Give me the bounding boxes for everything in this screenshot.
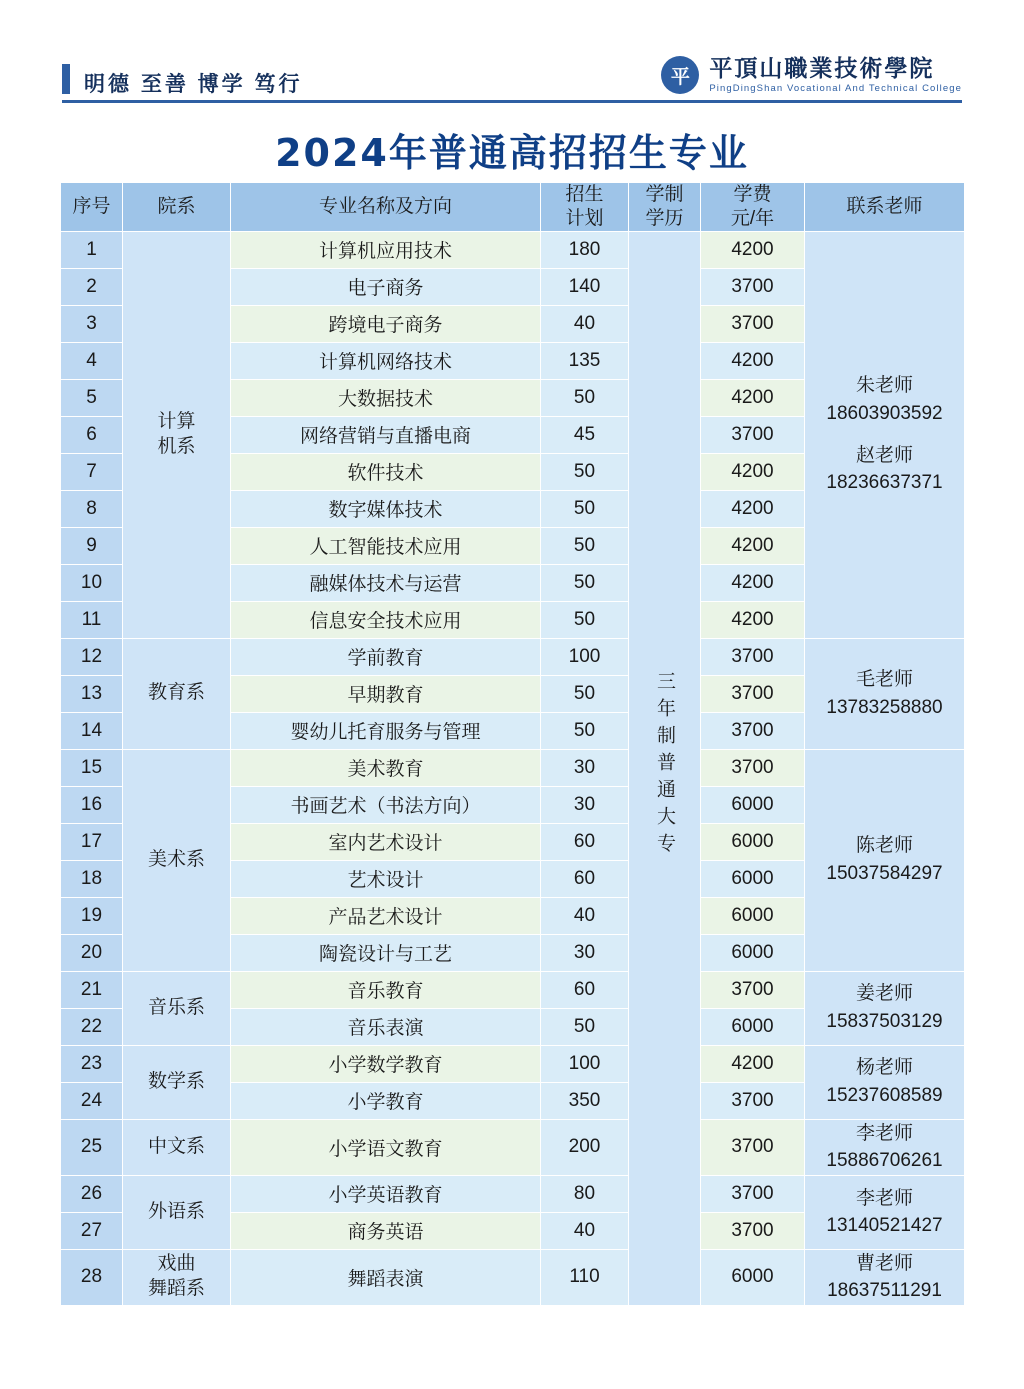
cell-major: 小学数学教育 <box>231 1045 541 1082</box>
table-body <box>61 231 965 1305</box>
teacher-name: 朱老师 <box>855 375 913 397</box>
cell-fee: 3700 <box>701 1175 805 1212</box>
header-index: 序号 <box>61 183 123 232</box>
cell-fee: 3700 <box>701 638 805 675</box>
cell-fee: 4200 <box>701 564 805 601</box>
cell-department: 音乐系 <box>123 971 231 1045</box>
cell-major: 数字媒体技术 <box>231 490 541 527</box>
cell-index: 10 <box>61 564 123 601</box>
school-logo <box>661 56 962 94</box>
cell-major: 人工智能技术应用 <box>231 527 541 564</box>
cell-plan: 60 <box>541 971 629 1008</box>
teacher-phone: 18603903592 <box>826 402 943 424</box>
cell-major: 小学教育 <box>231 1082 541 1119</box>
dept-line2: 机系 <box>157 435 196 457</box>
cell-major: 信息安全技术应用 <box>231 601 541 638</box>
cell-plan: 50 <box>541 564 629 601</box>
table-row <box>61 1045 965 1082</box>
cell-plan: 110 <box>541 1249 629 1305</box>
cell-teacher <box>805 1249 965 1305</box>
header-fee-line2: 元/年 <box>730 207 775 229</box>
cell-index: 5 <box>61 379 123 416</box>
cell-major: 学前教育 <box>231 638 541 675</box>
cell-major: 小学语文教育 <box>231 1119 541 1175</box>
cell-plan: 60 <box>541 823 629 860</box>
cell-plan: 40 <box>541 897 629 934</box>
cell-index: 21 <box>61 971 123 1008</box>
cell-fee: 3700 <box>701 416 805 453</box>
teacher-gap <box>805 428 964 442</box>
cell-fee: 4200 <box>701 231 805 268</box>
dept-line2: 舞蹈系 <box>147 1278 205 1300</box>
cell-index: 2 <box>61 268 123 305</box>
cell-fee: 4200 <box>701 527 805 564</box>
cell-index: 15 <box>61 749 123 786</box>
cell-fee: 3700 <box>701 675 805 712</box>
cell-fee: 3700 <box>701 971 805 1008</box>
cell-index: 26 <box>61 1175 123 1212</box>
cell-fee: 3700 <box>701 749 805 786</box>
teacher-phone: 15237608589 <box>826 1085 943 1106</box>
cell-fee: 4200 <box>701 1045 805 1082</box>
cell-plan: 50 <box>541 490 629 527</box>
cell-major: 产品艺术设计 <box>231 897 541 934</box>
cell-major: 音乐表演 <box>231 1008 541 1045</box>
logo-name-cn: 平頂山職業技術學院 <box>709 55 935 82</box>
cell-fee: 6000 <box>701 823 805 860</box>
cell-major: 计算机应用技术 <box>231 231 541 268</box>
cell-index: 18 <box>61 860 123 897</box>
header-dept: 院系 <box>123 183 231 232</box>
cell-fee: 6000 <box>701 786 805 823</box>
cell-major: 早期教育 <box>231 675 541 712</box>
cell-index: 14 <box>61 712 123 749</box>
cell-department: 数学系 <box>123 1045 231 1119</box>
cell-department: 美术系 <box>123 749 231 971</box>
cell-plan: 100 <box>541 1045 629 1082</box>
teacher-name: 陈老师 <box>855 835 913 857</box>
cell-fee: 3700 <box>701 1212 805 1249</box>
cell-plan: 40 <box>541 1212 629 1249</box>
table-row <box>61 1175 965 1212</box>
cell-index: 22 <box>61 1008 123 1045</box>
cell-plan: 50 <box>541 1008 629 1045</box>
cell-teacher <box>805 1175 965 1249</box>
cell-plan: 30 <box>541 749 629 786</box>
teacher-name: 李老师 <box>855 1122 913 1144</box>
cell-index: 13 <box>61 675 123 712</box>
logo-icon: 平 <box>661 56 699 94</box>
motto-accent-bar <box>62 64 70 94</box>
cell-major: 舞蹈表演 <box>231 1249 541 1305</box>
teacher-phone: 15886706261 <box>826 1150 943 1172</box>
cell-index: 12 <box>61 638 123 675</box>
cell-plan: 50 <box>541 453 629 490</box>
teacher-name: 曹老师 <box>855 1252 913 1274</box>
teacher-phone: 13140521427 <box>826 1215 943 1237</box>
cell-department: 中文系 <box>123 1119 231 1175</box>
logo-text-block <box>709 56 962 94</box>
cell-teacher <box>805 749 965 971</box>
cell-fee: 6000 <box>701 1008 805 1045</box>
cell-index: 19 <box>61 897 123 934</box>
header-level-line2: 学历 <box>645 207 684 229</box>
cell-fee: 6000 <box>701 897 805 934</box>
cell-major: 软件技术 <box>231 453 541 490</box>
cell-major: 书画艺术（书法方向） <box>231 786 541 823</box>
cell-major: 美术教育 <box>231 749 541 786</box>
cell-index: 25 <box>61 1119 123 1175</box>
majors-table-wrap <box>60 182 964 1306</box>
cell-index: 16 <box>61 786 123 823</box>
cell-index: 3 <box>61 305 123 342</box>
cell-major: 商务英语 <box>231 1212 541 1249</box>
cell-index: 9 <box>61 527 123 564</box>
majors-table <box>60 182 965 1306</box>
cell-major: 艺术设计 <box>231 860 541 897</box>
cell-index: 17 <box>61 823 123 860</box>
table-row <box>61 749 965 786</box>
header-plan <box>541 183 629 232</box>
teacher-phone: 18637511291 <box>827 1280 942 1302</box>
cell-teacher <box>805 1045 965 1119</box>
cell-department: 外语系 <box>123 1175 231 1249</box>
cell-fee: 6000 <box>701 934 805 971</box>
cell-index: 1 <box>61 231 123 268</box>
cell-index: 28 <box>61 1249 123 1305</box>
cell-fee: 6000 <box>701 1249 805 1305</box>
cell-plan: 50 <box>541 675 629 712</box>
table-header-row <box>61 183 965 232</box>
cell-fee: 4200 <box>701 453 805 490</box>
header-fee-line1: 学费 <box>733 184 772 205</box>
teacher-phone: 15837503129 <box>826 1011 943 1032</box>
cell-plan: 140 <box>541 268 629 305</box>
teacher-name: 李老师 <box>855 1187 913 1209</box>
cell-plan: 100 <box>541 638 629 675</box>
header-fee <box>701 183 805 232</box>
table-row <box>61 638 965 675</box>
cell-teacher <box>805 971 965 1045</box>
cell-fee: 3700 <box>701 1119 805 1175</box>
cell-plan: 350 <box>541 1082 629 1119</box>
cell-index: 6 <box>61 416 123 453</box>
cell-fee: 3700 <box>701 268 805 305</box>
teacher-name: 毛老师 <box>855 668 913 690</box>
header-teacher: 联系老师 <box>805 183 965 232</box>
cell-teacher <box>805 231 965 638</box>
cell-major: 小学英语教育 <box>231 1175 541 1212</box>
logo-name-en: PingDingShan Vocational And Technical College <box>709 83 962 95</box>
cell-plan: 30 <box>541 934 629 971</box>
table-row <box>61 971 965 1008</box>
cell-plan: 45 <box>541 416 629 453</box>
cell-index: 27 <box>61 1212 123 1249</box>
table-row <box>61 1249 965 1305</box>
cell-teacher <box>805 638 965 749</box>
header-level-line1: 学制 <box>645 184 684 205</box>
cell-major: 音乐教育 <box>231 971 541 1008</box>
cell-plan: 50 <box>541 601 629 638</box>
level-text: 三年制普通大专 <box>654 670 675 860</box>
cell-plan: 80 <box>541 1175 629 1212</box>
table-row <box>61 1119 965 1175</box>
header-plan-line1: 招生 <box>565 184 604 205</box>
cell-plan: 60 <box>541 860 629 897</box>
cell-fee: 3700 <box>701 712 805 749</box>
teacher-phone: 18236637371 <box>826 472 943 494</box>
page-title: 2024年普通高招招生专业 <box>275 131 749 175</box>
cell-plan: 50 <box>541 527 629 564</box>
teacher-name: 杨老师 <box>855 1057 913 1079</box>
cell-fee: 4200 <box>701 342 805 379</box>
cell-index: 11 <box>61 601 123 638</box>
dept-line1: 戏曲 <box>157 1253 196 1275</box>
cell-fee: 4200 <box>701 601 805 638</box>
cell-major: 跨境电子商务 <box>231 305 541 342</box>
cell-fee: 6000 <box>701 860 805 897</box>
table-row <box>61 231 965 268</box>
cell-major: 网络营销与直播电商 <box>231 416 541 453</box>
cell-plan: 180 <box>541 231 629 268</box>
cell-index: 4 <box>61 342 123 379</box>
header-plan-line2: 计划 <box>565 207 604 229</box>
cell-plan: 50 <box>541 712 629 749</box>
cell-plan: 200 <box>541 1119 629 1175</box>
cell-department: 教育系 <box>123 638 231 749</box>
school-motto: 明德 至善 博学 笃行 <box>84 73 303 96</box>
cell-plan: 50 <box>541 379 629 416</box>
teacher-phone: 15037584297 <box>826 863 943 884</box>
header-level <box>629 183 701 232</box>
cell-plan: 135 <box>541 342 629 379</box>
cell-fee: 3700 <box>701 305 805 342</box>
cell-plan: 30 <box>541 786 629 823</box>
cell-teacher <box>805 1119 965 1175</box>
cell-fee: 4200 <box>701 379 805 416</box>
cell-index: 8 <box>61 490 123 527</box>
cell-major: 陶瓷设计与工艺 <box>231 934 541 971</box>
cell-major: 室内艺术设计 <box>231 823 541 860</box>
teacher-phone: 13783258880 <box>826 696 943 718</box>
cell-major: 婴幼儿托育服务与管理 <box>231 712 541 749</box>
cell-major: 计算机网络技术 <box>231 342 541 379</box>
cell-fee: 4200 <box>701 490 805 527</box>
cell-index: 20 <box>61 934 123 971</box>
cell-major: 电子商务 <box>231 268 541 305</box>
cell-index: 7 <box>61 453 123 490</box>
header-major: 专业名称及方向 <box>231 183 541 232</box>
cell-index: 24 <box>61 1082 123 1119</box>
page-header <box>62 56 962 106</box>
cell-level <box>629 231 701 1305</box>
cell-major: 大数据技术 <box>231 379 541 416</box>
cell-department <box>123 231 231 638</box>
cell-fee: 3700 <box>701 1082 805 1119</box>
cell-department <box>123 1249 231 1305</box>
teacher-name: 赵老师 <box>855 444 913 466</box>
header-divider <box>62 100 962 103</box>
cell-major: 融媒体技术与运营 <box>231 564 541 601</box>
teacher-name: 姜老师 <box>855 983 913 1005</box>
cell-plan: 40 <box>541 305 629 342</box>
dept-line1: 计算 <box>157 410 196 432</box>
cell-index: 23 <box>61 1045 123 1082</box>
